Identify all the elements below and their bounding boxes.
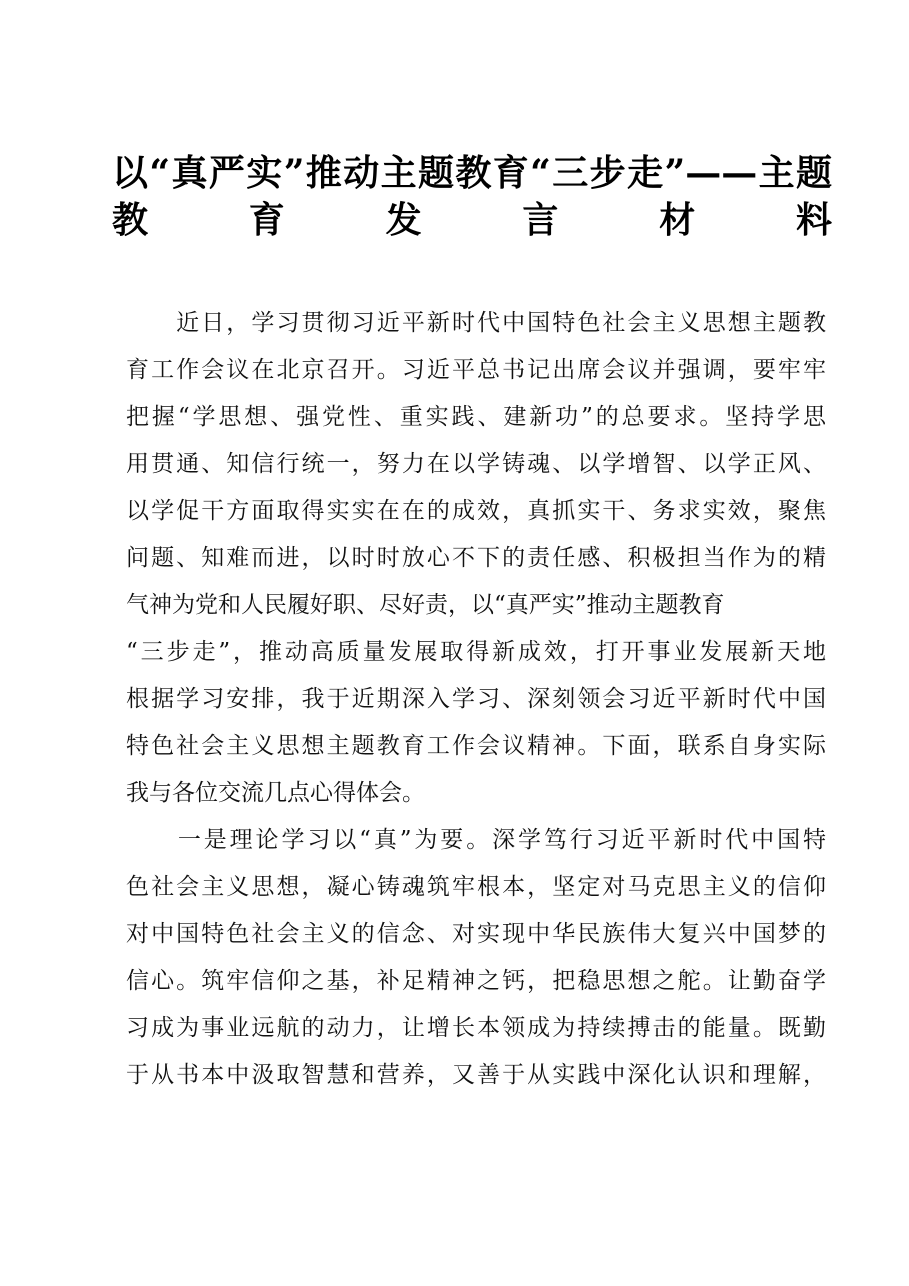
text-line: 习成为事业远航的动力，让增长本领成为持续搏击的能量。既勤 bbox=[126, 1015, 826, 1041]
paragraph bbox=[126, 817, 826, 1099]
text-line: 育工作会议在北京召开。习近平总书记出席会议并强调，要牢牢 bbox=[126, 357, 826, 383]
text-line: 气神为党和人民履好职、尽好责，以“真严实”推动主题教育 bbox=[126, 592, 725, 618]
text-line: 根据学习安排，我于近期深入学习、深刻领会习近平新时代中国 bbox=[126, 686, 826, 712]
text-line: 近日，学习贯彻习近平新时代中国特色社会主义思想主题教 bbox=[126, 310, 826, 336]
text-line: 信心。筑牢信仰之基，补足精神之钙，把稳思想之舵。让勤奋学 bbox=[126, 968, 826, 994]
text-line: 把握“学思想、强党性、重实践、建新功”的总要求。坚持学思 bbox=[126, 404, 826, 430]
text-line: 对中国特色社会主义的信念、对实现中华民族伟大复兴中国梦的 bbox=[126, 921, 826, 947]
text-line: 我与各位交流几点心得体会。 bbox=[126, 780, 425, 806]
text-line: 色社会主义思想，凝心铸魂筑牢根本，坚定对马克思主义的信仰 bbox=[126, 874, 826, 900]
text-line: 问题、知难而进，以时时放心不下的责任感、积极担当作为的精 bbox=[126, 545, 826, 571]
text-line: 一是理论学习以“真”为要。深学笃行习近平新时代中国特 bbox=[126, 827, 826, 853]
document-title bbox=[112, 150, 832, 244]
text-line: 于从书本中汲取智慧和营养，又善于从实践中深化认识和理解， bbox=[126, 1062, 826, 1088]
title-line: 教育发言材料 bbox=[112, 199, 832, 241]
title-line: 以“真严实”推动主题教育“三步走”——主题 bbox=[112, 152, 832, 194]
text-line: “三步走”，推动高质量发展取得新成效，打开事业发展新天地 bbox=[126, 639, 826, 665]
paragraph bbox=[126, 300, 826, 817]
text-line: 特色社会主义思想主题教育工作会议精神。下面，联系自身实际 bbox=[126, 733, 826, 759]
document-body bbox=[126, 300, 826, 1099]
text-line: 用贯通、知信行统一，努力在以学铸魂、以学增智、以学正风、 bbox=[126, 451, 826, 477]
text-line: 以学促干方面取得实实在在的成效，真抓实干、务求实效，聚焦 bbox=[126, 498, 826, 524]
